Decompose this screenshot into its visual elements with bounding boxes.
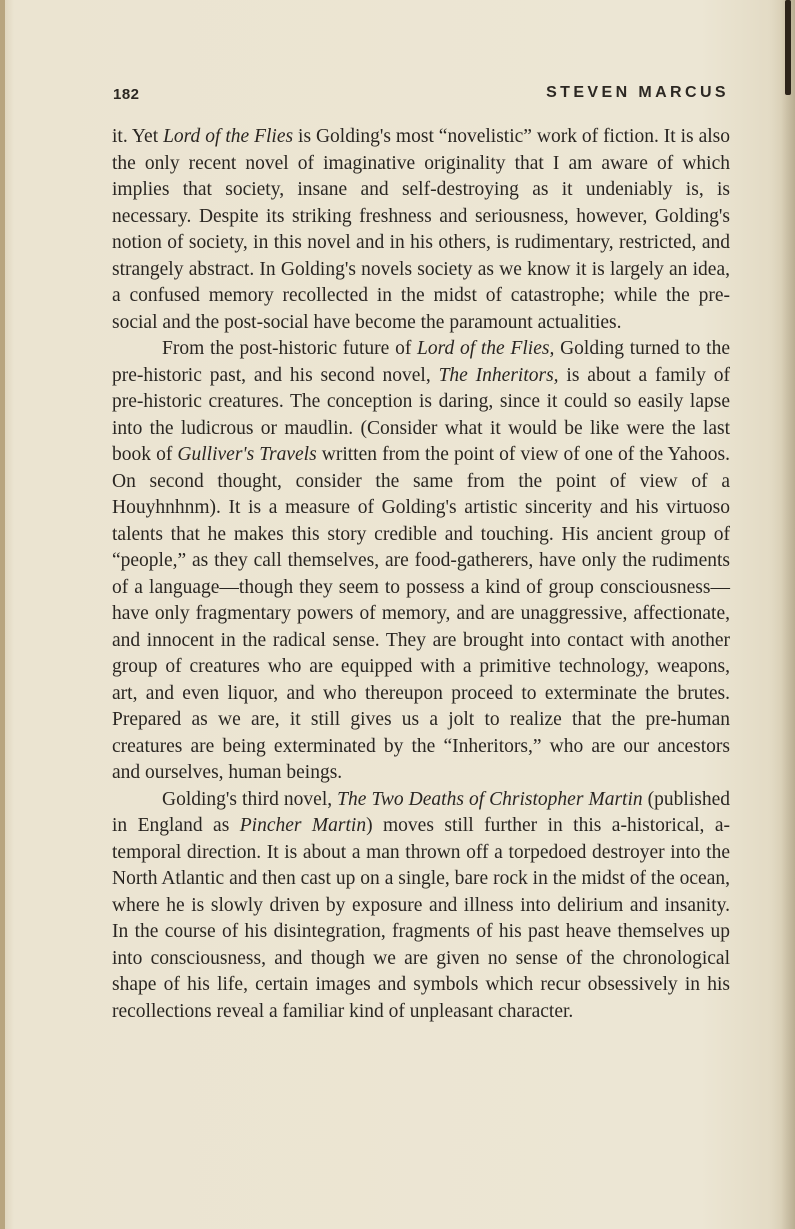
italic-title: Pincher Martin (239, 815, 367, 836)
text-run: ) moves still further in this a-historical, a-temporal direction. It is about a man thrown off a torpedoed destroyer into the North Atlantic and then cast up on a single, bare rock in the midst of the ocean, where he is slowly driven by exposure and illness into delirium and insanity. In the course of his disintegration, fragments of his past heave themselves up into consciousness, and though we are given no sense of the chronological shape of his life, certain images and symbols which recur obsessively in his recollections reveal a familiar kind of unpleasant character. (112, 815, 730, 1022)
page-gutter-shadow (0, 0, 5, 1229)
text-run: From the post-historic future of (162, 338, 418, 359)
paragraph (112, 336, 730, 787)
paragraph (112, 787, 730, 1026)
text-run: it. Yet (112, 126, 164, 147)
italic-title: Lord of the Flies, (417, 338, 555, 359)
italic-title: Gulliver's Travels (177, 444, 317, 465)
text-run: (published in England as (112, 788, 731, 836)
body-text (112, 124, 730, 1025)
page-number: 182 (113, 86, 140, 103)
paragraph (112, 124, 730, 336)
page-edge-shadow (781, 0, 795, 1229)
italic-title: Lord of the Flies (163, 126, 294, 147)
text-run: is Golding's most “novelistic” work of fiction. It is also the only recent novel of imaginative originality that I am aware of which implies that society, insane and self-destroying as it undeniably is, is necessary. Despite its striking freshness and seriousness, however, Golding's notion of society, in this novel and in his others, is rudimentary, restricted, and strangely abstract. In Golding's novels society as we know it is largely an idea, a confused memory recollected in the midst of catastrophe; while the pre-social and the post-social have become the paramount actualities. (112, 126, 730, 333)
italic-title: The Two Deaths of Christopher Martin (337, 788, 643, 810)
page-edge-mark (785, 0, 791, 95)
text-run: is about a family of pre-historic creatures. The conception is daring, since it could so easily lapse into the ludicrous or maudlin. (Consider what it would be like were the last book of (112, 364, 730, 465)
text-run: Golding's third novel, (162, 788, 338, 810)
running-header (113, 84, 729, 106)
running-title: STEVEN MARCUS (546, 84, 729, 101)
italic-title: The Inheritors, (438, 364, 559, 386)
text-run: Golding turned to the pre-historic past, and his second novel, (112, 338, 730, 386)
text-run: written from the point of view of one of the Yahoos. On second thought, consider the same from the point of view of a Houyhnhnm). It is a measure of Golding's artistic sincerity and his virtuoso talents that he makes this story credible and touching. His ancient group of “people,” as they call themselves, are food-gatherers, have only the rudiments of a language—though they seem to possess a kind of group consciousness—have only fragmentary powers of memory, and are unaggressive, affectionate, and innocent in the radical sense. They are brought into contact with another group of creatures who are equipped with a primitive technology, weapons, art, and even liquor, and who thereupon proceed to exterminate the brutes. Prepared as we are, it still gives us a jolt to realize that the pre-human creatures are being exterminated by the “Inheritors,” who are our ancestors and ourselves, human beings. (112, 444, 731, 783)
